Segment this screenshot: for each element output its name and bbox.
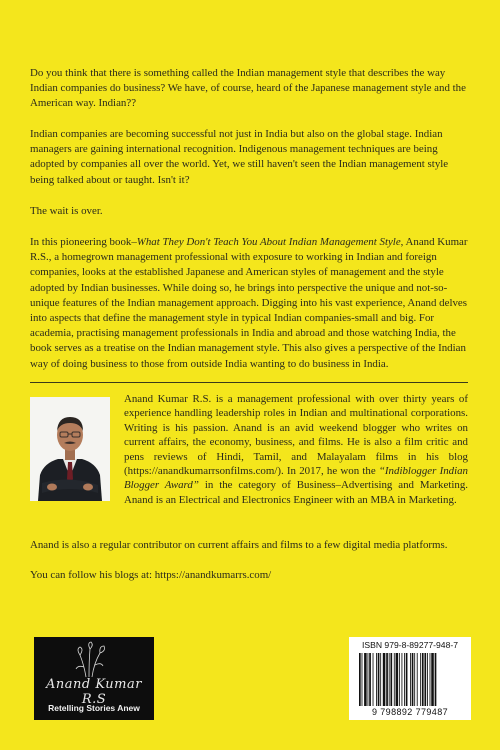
barcode-bar xyxy=(410,653,411,706)
barcode-bar xyxy=(359,653,361,706)
contributor-paragraph: Anand is also a regular contributor on current affairs and films to a few digital media platforms. xyxy=(30,539,448,551)
barcode-bar xyxy=(431,653,434,706)
barcode-bar xyxy=(369,653,371,706)
barcode-bar xyxy=(380,653,381,706)
barcode-bar xyxy=(406,653,408,706)
book-title: What They Don't Teach You About Indian Management Style xyxy=(136,236,401,248)
barcode-bar xyxy=(362,653,363,706)
barcode-bar xyxy=(422,653,424,706)
barcode-bar xyxy=(404,653,405,706)
barcode-bar xyxy=(399,653,400,706)
author-bio xyxy=(124,392,468,507)
barcode-bar xyxy=(427,653,428,706)
barcode-bar xyxy=(386,653,388,706)
wait-over-paragraph: The wait is over. xyxy=(30,205,103,217)
barcode-bar xyxy=(383,653,386,706)
barcode-bar xyxy=(364,653,367,706)
barcode-bar xyxy=(378,653,380,706)
logo-name: Anand Kumar R.S xyxy=(46,677,142,707)
section-divider xyxy=(30,382,468,383)
bio-text: Anand Kumar R.S. is a management professional with over thirty years of experience handling leadership roles in Indian and multinational corporations. Writing is his passion. Anand is an avid weekend blogger who writes on current affairs, the economy, business, and films. He is also a film critic and pens reviews of Hindi, Tamil, and Malayalam films in his blog (https://anandkumarrsonfilms.com/). In 2017, he won the xyxy=(124,393,468,478)
isbn-barcode xyxy=(349,637,471,720)
barcode-bar xyxy=(414,653,415,706)
barcode-digits: 9 798892 779487 xyxy=(371,707,449,717)
barcode-bar xyxy=(373,653,374,706)
barcode-bar xyxy=(402,653,403,706)
isbn-number: ISBN 979-8-89277-948-7 xyxy=(361,640,459,650)
award-name: “Indiblogger Indian Blogger Award” xyxy=(124,465,468,492)
blog-link-paragraph: You can follow his blogs at: https://anandkumarrs.com/ xyxy=(30,569,272,581)
intro-paragraph: Do you think that there is something called the Indian management style that describes the way Indian companies do business? We have, of course, heard of the Japanese management style and the American way. Indian?? xyxy=(30,67,466,110)
barcode-bar xyxy=(368,653,369,706)
barcode-bar xyxy=(412,653,414,706)
barcode-bar xyxy=(396,653,399,706)
bio-text-end: in the category of Business–Advertising and Marketing. Anand is an Electrical and Electronics Engineer with an MBA in Marketing. xyxy=(124,479,468,506)
summary-body: , Anand Kumar R.S., a homegrown management professional with exposure to working in Indian and foreign companies, looks at the established Japanese and American styles of management and the style adopted by Indian businesses. While doing so, he brings into perspective the unique and not-so-unique features of the Indian management approach. Digging into his vast experience, Anand delves into aspects that define the management style in typical Indian companies-small and big. For academia, practising management professionals in India and abroad and those watching India, the book serves as a treatise on the Indian management style. This also gives a perspective of the Indian way of doing business to those from outside India wanting to do business in India. xyxy=(30,236,468,370)
barcode-bar xyxy=(394,653,395,706)
barcode-bar xyxy=(417,653,418,706)
summary-lead: In this pioneering book– xyxy=(30,236,137,248)
barcode-bar xyxy=(376,653,377,706)
logo-tagline: Retelling Stories Anew xyxy=(48,703,140,713)
barcode-bar xyxy=(389,653,390,706)
book-summary-paragraph xyxy=(30,235,468,372)
author-photo xyxy=(30,397,110,501)
barcode-bar xyxy=(420,653,421,706)
companies-paragraph: Indian companies are becoming successful not just in India but also on the global stage. Indian managers are gaining international recognition. Indigenous management techniques are being adopted by companies all over the world. Yet, we still haven't seen the Indian management style being talked about or taught. Isn't it? xyxy=(30,128,449,186)
barcode-bar xyxy=(424,653,426,706)
barcode-bar xyxy=(430,653,431,706)
barcode-bar xyxy=(390,653,392,706)
barcode-bar xyxy=(435,653,437,706)
author-logo xyxy=(34,637,154,720)
